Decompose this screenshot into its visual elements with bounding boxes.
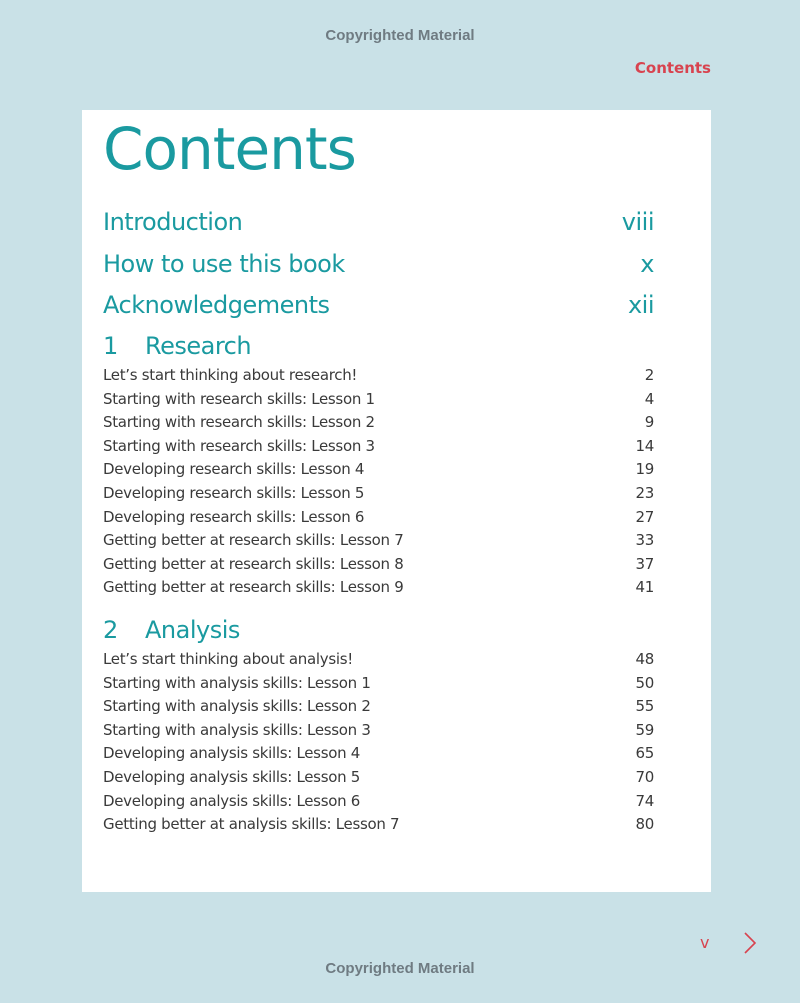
toc-entry-introduction[interactable] <box>103 208 654 236</box>
toc-entry-page: 80 <box>635 815 654 834</box>
toc-entry-page: 9 <box>644 413 654 432</box>
toc-entry-page: 50 <box>635 673 654 692</box>
toc-entry[interactable] <box>103 742 654 766</box>
toc-entry-label: Starting with analysis skills: Lesson 3 <box>103 720 371 739</box>
toc-entry-page: viii <box>621 208 654 236</box>
toc-entry-page: 27 <box>635 507 654 526</box>
toc-entry-label: How to use this book <box>103 250 345 278</box>
copyright-watermark-bottom: Copyrighted Material <box>325 960 475 977</box>
chapter-1-entries <box>103 364 654 600</box>
toc-entry[interactable] <box>103 766 654 790</box>
toc-entry[interactable] <box>103 388 654 412</box>
toc-entry-label: Getting better at analysis skills: Lesson 7 <box>103 815 400 834</box>
toc-entry-page: xii <box>627 291 654 319</box>
chapter-number: 1 <box>103 332 118 360</box>
contents-page <box>82 110 711 892</box>
toc-entry-label: Starting with analysis skills: Lesson 2 <box>103 697 371 716</box>
copyright-watermark-top: Copyrighted Material <box>325 27 475 44</box>
toc-entry[interactable] <box>103 719 654 743</box>
toc-entry-page: 65 <box>635 744 654 763</box>
toc-entry[interactable] <box>103 529 654 553</box>
toc-entry-page: 23 <box>635 483 654 502</box>
page-title: Contents <box>103 115 356 183</box>
toc-entry[interactable] <box>103 364 654 388</box>
toc-entry[interactable] <box>103 435 654 459</box>
toc-entry[interactable] <box>103 482 654 506</box>
toc-entry-label: Developing research skills: Lesson 6 <box>103 507 365 526</box>
toc-entry-page: 33 <box>635 531 654 550</box>
toc-entry-page: 74 <box>635 791 654 810</box>
toc-entry-page: 55 <box>635 697 654 716</box>
toc-entry[interactable] <box>103 576 654 600</box>
page-number: v <box>700 933 710 952</box>
chapter-heading-analysis[interactable] <box>103 616 240 644</box>
toc-entry-page: 70 <box>635 767 654 786</box>
toc-entry-how-to-use[interactable] <box>103 250 654 278</box>
chapter-number: 2 <box>103 616 118 644</box>
toc-entry-page: 41 <box>635 578 654 597</box>
toc-entry-page: 59 <box>635 720 654 739</box>
toc-entry-label: Getting better at research skills: Lesson 8 <box>103 554 404 573</box>
toc-entry[interactable] <box>103 648 654 672</box>
toc-entry-label: Developing research skills: Lesson 4 <box>103 460 365 479</box>
toc-entry-page: 14 <box>635 436 654 455</box>
chapter-heading-research[interactable] <box>103 332 251 360</box>
chapter-title: Research <box>145 332 252 360</box>
toc-entry[interactable] <box>103 458 654 482</box>
toc-entry-label: Starting with research skills: Lesson 2 <box>103 413 375 432</box>
toc-entry-page: x <box>640 250 654 278</box>
toc-entry-page: 37 <box>635 554 654 573</box>
toc-entry[interactable] <box>103 506 654 530</box>
chapter-title: Analysis <box>145 616 240 644</box>
toc-entry-label: Let’s start thinking about analysis! <box>103 650 353 668</box>
toc-entry-label: Starting with research skills: Lesson 1 <box>103 389 375 408</box>
toc-entry[interactable] <box>103 672 654 696</box>
toc-entry[interactable] <box>103 553 654 577</box>
toc-entry-label: Getting better at research skills: Lesson 7 <box>103 531 404 550</box>
toc-entry-acknowledgements[interactable] <box>103 291 654 319</box>
toc-entry[interactable] <box>103 813 654 837</box>
toc-entry-label: Developing analysis skills: Lesson 4 <box>103 744 361 763</box>
toc-entry-label: Developing analysis skills: Lesson 5 <box>103 767 361 786</box>
toc-entry-label: Developing analysis skills: Lesson 6 <box>103 791 361 810</box>
toc-entry-label: Starting with analysis skills: Lesson 1 <box>103 673 371 692</box>
toc-entry-label: Acknowledgements <box>103 291 330 319</box>
toc-entry[interactable] <box>103 411 654 435</box>
toc-entry-page: 48 <box>635 650 654 668</box>
toc-entry-page: 19 <box>635 460 654 479</box>
toc-entry-page: 2 <box>644 366 654 384</box>
toc-entry-page: 4 <box>644 389 654 408</box>
toc-entry-label: Getting better at research skills: Lesson 9 <box>103 578 404 597</box>
toc-entry[interactable] <box>103 790 654 814</box>
chevron-right-icon[interactable] <box>740 930 760 956</box>
running-head: Contents <box>634 59 711 77</box>
toc-entry-label: Introduction <box>103 208 243 236</box>
toc-entry-label: Starting with research skills: Lesson 3 <box>103 436 375 455</box>
toc-entry-label: Developing research skills: Lesson 5 <box>103 483 365 502</box>
toc-entry[interactable] <box>103 695 654 719</box>
toc-entry-label: Let’s start thinking about research! <box>103 366 358 384</box>
chapter-2-entries <box>103 648 654 837</box>
